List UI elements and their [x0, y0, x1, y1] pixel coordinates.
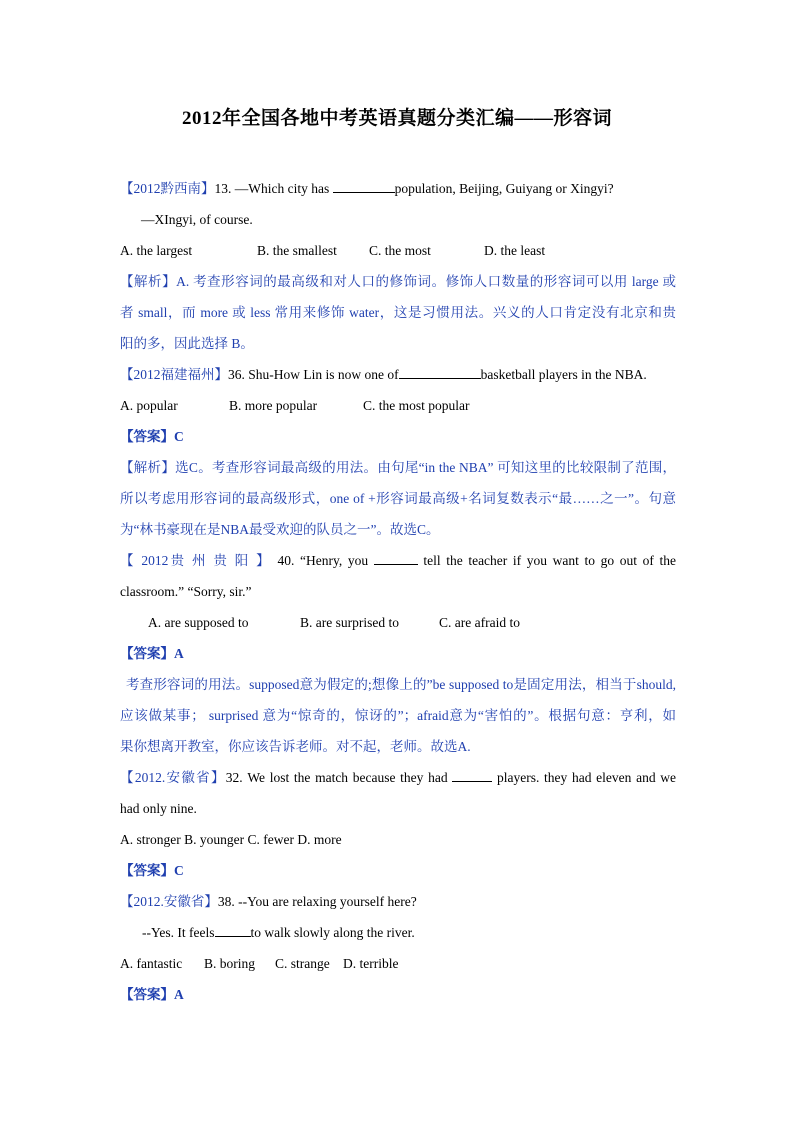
question-4-stem: 【2012.安徽省】32. We lost the match because they had players. they had eleven and we [120, 770, 677, 785]
question-3-analysis-line: 考查形容词的用法。supposed意为假定的;想像上的”be supposed to是固定用法，相当于should, [126, 677, 676, 692]
question-2-answer: 【答案】C [120, 429, 184, 444]
question-1-stem: 【2012黔西南】13. —Which city has population, Beijing, Guiyang or Xingyi? [120, 181, 614, 196]
document-body [120, 173, 676, 1010]
question-3-options: A. are supposed to B. are surprised to C. are afraid to [148, 615, 520, 630]
question-3-analysis-line: 应该做某事； surprised 意为“惊奇的，惊讶的”；afraid意为“害怕的”。根据句意：亨利，如 [120, 708, 676, 723]
question-1-analysis-line: 阳的多，因此选择 B。 [120, 336, 254, 351]
question-2-analysis-line: 【解析】选C。考查形容词最高级的用法。由句尾“in the NBA” 可知这里的比较限制了范围， [120, 460, 676, 475]
question-5-stem: 【2012.安徽省】38. --You are relaxing yourself here? [120, 894, 417, 909]
question-4-options: A. stronger B. younger C. fewer D. more [120, 832, 342, 847]
question-source: 【2012.安徽省】 [120, 770, 226, 785]
page-title: 2012年全国各地中考英语真题分类汇编——形容词 [181, 108, 612, 129]
answer-blank [374, 552, 418, 565]
question-2-analysis-line: 为“林书豪现在是NBA最受欢迎的队员之一”。故选C。 [120, 522, 440, 537]
question-5-answer: 【答案】A [120, 987, 184, 1002]
question-3-answer: 【答案】A [120, 646, 184, 661]
question-1-options: A. the largest B. the smallest C. the most D. the least [120, 243, 546, 258]
question-2-options: A. popular B. more popular C. the most popular [120, 398, 470, 413]
question-1-analysis-line: 者 small，而 more 或 less 常用来修饰 water，这是习惯用法。兴义的人口肯定没有北京和贵 [120, 305, 676, 320]
question-1-analysis-line: 【解析】A. 考查形容词的最高级和对人口的修饰词。修饰人口数量的形容词可以用 large 或 [120, 274, 676, 289]
question-3-stem: 【 2012贵 州 贵 阳 】 40. “Henry, you tell the teacher if you want to go out of the [120, 553, 677, 568]
question-source: 【2012黔西南】 [120, 181, 215, 196]
question-source: 【 2012贵 州 贵 阳 】 [120, 553, 272, 568]
question-4-answer: 【答案】C [120, 863, 184, 878]
question-3-stem-cont: classroom.” “Sorry, sir.” [120, 584, 252, 599]
question-5-options: A. fantastic B. boring C. strange D. terrible [120, 956, 399, 971]
question-5-reply: --Yes. It feels to walk slowly along the river. [142, 925, 415, 940]
answer-blank [215, 924, 251, 937]
answer-blank [452, 769, 492, 782]
answer-blank [399, 366, 481, 379]
question-2-analysis-line: 所以考虑用形容词的最高级形式，one of +形容词最高级+名词复数表示“最……之一”。句意 [120, 491, 676, 506]
answer-blank [333, 180, 395, 193]
question-source: 【2012福建福州】 [120, 367, 228, 382]
question-1-reply: —XIngyi, of course. [141, 212, 253, 227]
question-source: 【2012.安徽省】 [120, 894, 218, 909]
question-3-analysis-line: 果你想离开教室，你应该告诉老师。对不起，老师。故选A. [120, 739, 471, 754]
question-2-stem: 【2012福建福州】36. Shu-How Lin is now one of basketball players in the NBA. [120, 367, 647, 382]
question-4-stem-cont: had only nine. [120, 801, 197, 816]
